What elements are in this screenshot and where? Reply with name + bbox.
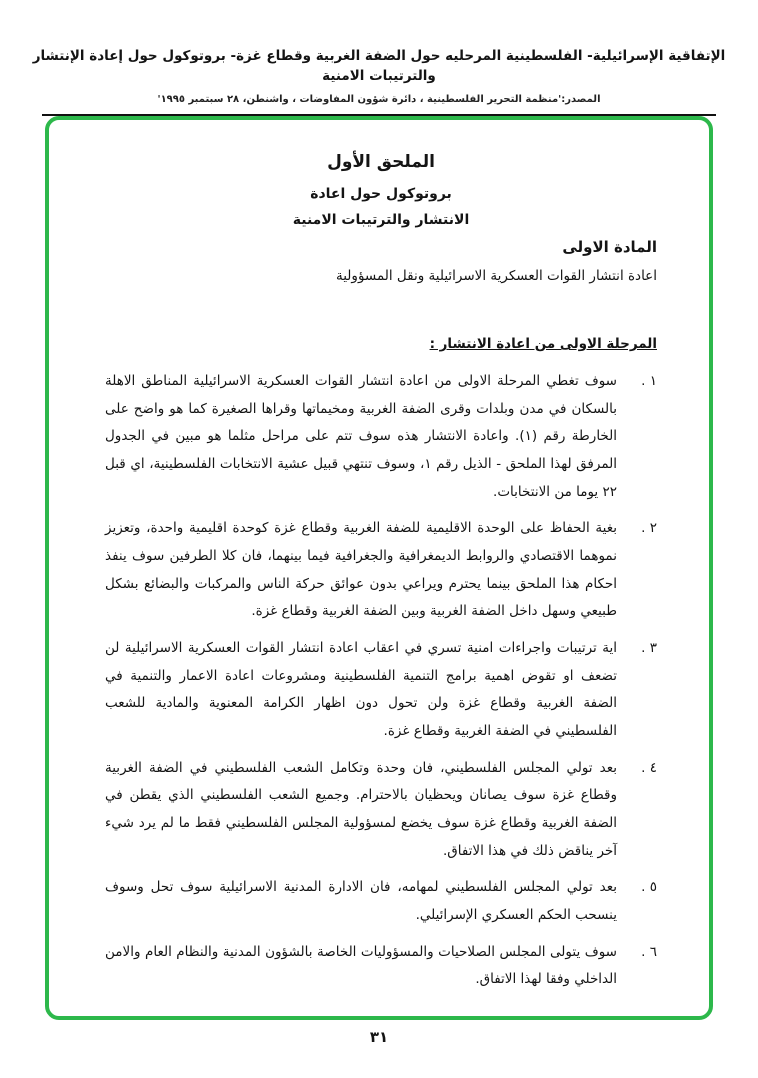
article-subtitle: اعادة انتشار القوات العسكرية الاسرائيلية ونقل المسؤولية [336,268,657,284]
list-item-number: ٣ . [641,640,657,657]
list-item [105,515,657,626]
list-item-number: ١ . [641,373,657,389]
list-item [105,874,657,929]
list-item-number: ٥ . [641,879,657,896]
list-item-number: ٦ . [641,943,657,960]
page-footer [0,1028,758,1046]
list-item-text: سوف يتولى المجلس الصلاحيات والمسؤوليات الخاصة بالشؤون المدنية والنظام العام والامن الداخلي وفقا لهذا الاتفاق. [105,943,617,988]
page-header [0,0,758,116]
numbered-list [105,368,657,994]
list-item-text: بعد تولي المجلس الفلسطيني، فان وحدة وتكامل الشعب الفلسطيني في الضفة الغربية وقطاع غزة سوف يصانان ويحظيان بالاحترام. وجميع الشعب الفلسطيني الذي يقطن في الضفة الغربية وقطاع غزة سوف يخضع لمسؤولية المجلس الفلسطيني فقط ما لم يرد شيء آخر يناقض ذلك في هذا الاتفاق. [105,759,617,859]
list-item [105,635,657,746]
document-header-title: الإتفاقية الإسرائيلية- الفلسطينية المرحليه حول الضفة الغربية وقطاع غزة- بروتوكول حول إعادة الإنتشار والترتيبات الامنية [32,48,726,85]
section-heading: المرحلة الاولى من اعادة الانتشار : [429,336,657,352]
list-item-number: ٤ . [641,759,657,776]
annex-title-block [105,152,657,228]
list-item-text: بعد تولي المجلس الفلسطيني لمهامه، فان الادارة المدنية الاسرائيلية سوف تحل وسوف ينسحب الحكم العسكري الإسرائيلي. [105,879,617,924]
list-item [105,368,657,506]
article-heading: المادة الاولى [562,238,657,256]
annex-subtitle-line2: الانتشار والترتيبات الامنية [292,212,470,228]
list-item-text: بغية الحفاظ على الوحدة الاقليمية للضفة الغربية وقطاع غزة كوحدة اقليمية واحدة، وتعزيز نموهما الاقتصادي والروابط الديمغرافية والجغرافية فيما بينهما، فان كلا الطرفين سوف ينفذ احكام هذا الملحق بينما يحترم ويراعي بدون عوائق حركة الناس والمركبات والبضائع بشكل طبيعي وسهل داخل الضفة الغربية وبين الضفة الغربية وقطاع غزة. [105,520,617,620]
list-item-text: اية ترتيبات واجراءات امنية تسري في اعقاب اعادة انتشار القوات العسكرية الاسرائيلية لن تضعف او تقوض اهمية برامج التنمية الفلسطينية ومشروعات اعادة الاعمار والتنمية في الضفة الغربية وقطاع غزة ولن تحول دون اظهار الكرامة المعنوية والمادية للشعب الفلسطيني في الضفة الغربية وقطاع غزة. [105,640,617,740]
page-number: ٣١ [369,1028,389,1046]
green-frame [45,116,713,1020]
list-item-number: ٢ . [641,520,657,537]
annex-title: الملحق الأول [327,152,435,172]
annex-subtitle-line1: بروتوكول حول اعادة [310,186,452,202]
list-item-text: سوف تغطي المرحلة الاولى من اعادة انتشار القوات العسكرية الاسرائيلية المناطق الاهلة بالسكان في مدن وبلدات وقرى الضفة الغربية ومخيماتها وقراها الصغيرة كما هو واضح على الخارطة رقم (١). واعادة الانتشار هذه سوف تتم على مراحل مثلما هو مبين في الجدول المرفق لهذا الملحق - الذيل رقم ١، وسوف تنتهي قبيل عشية الانتخابات الفلسطينية، اي قبل ٢٢ يوما من الانتخابات. [105,373,618,500]
list-item [105,755,657,866]
list-item [105,939,657,994]
document-source-line: المصدر:'منظمة التحرير الفلسطينية ، دائرة شؤون المفاوضات ، واشنطن، ٢٨ سبتمبر ١٩٩٥' [157,93,601,105]
